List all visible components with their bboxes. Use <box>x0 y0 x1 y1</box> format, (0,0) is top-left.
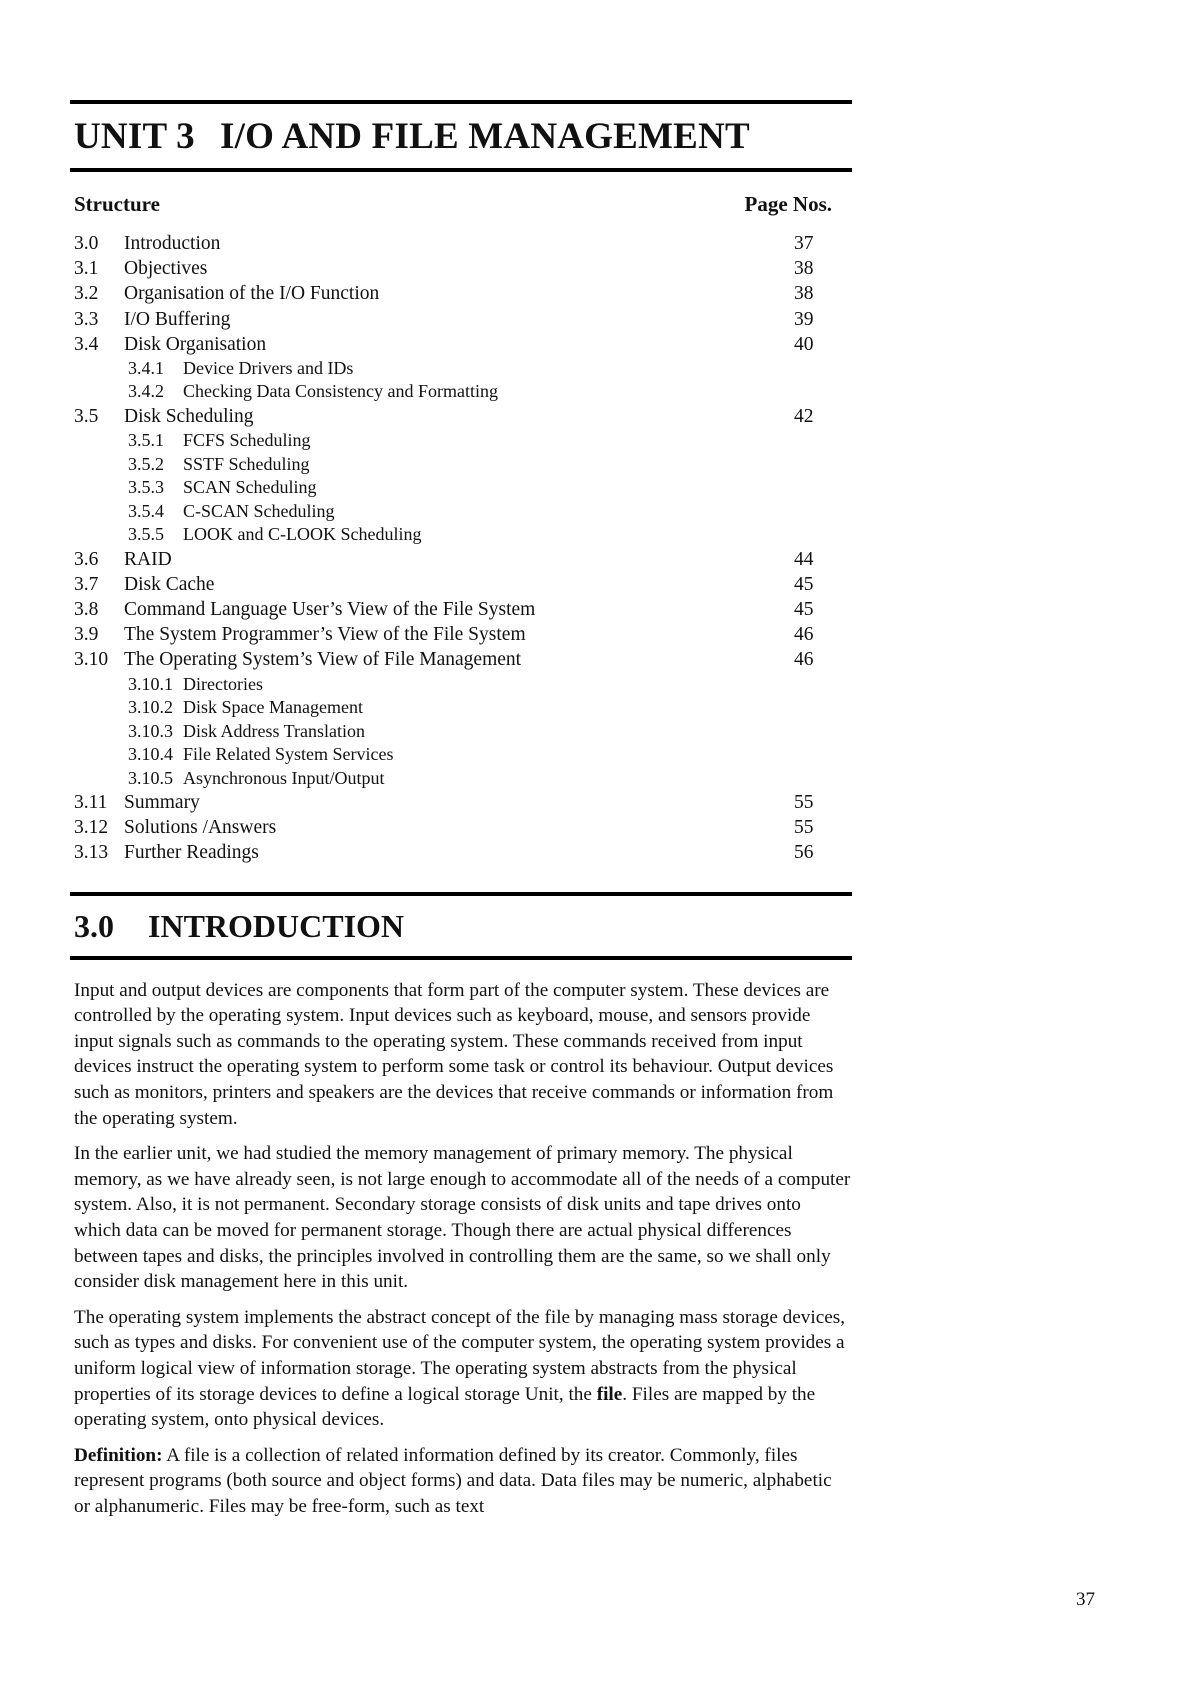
toc-entry-number: 3.5.2 <box>128 453 164 474</box>
toc-entry-title: Disk Organisation <box>124 333 267 355</box>
toc-subentry <box>74 767 852 791</box>
toc-entry-number: 3.11 <box>74 792 108 814</box>
toc-entry-title: The Operating System’s View of File Management <box>124 649 522 671</box>
toc-entry-number: 3.5.5 <box>128 524 164 545</box>
toc-entry-number: 3.4.1 <box>128 357 164 378</box>
toc-entry-number: 3.9 <box>74 624 99 646</box>
toc-entry-title: SSTF Scheduling <box>183 453 310 474</box>
toc-entry <box>74 231 852 256</box>
toc-subentry <box>74 743 852 767</box>
toc-entry-title: Solutions /Answers <box>124 817 277 839</box>
toc-subentry <box>74 673 852 697</box>
toc-entry-page: 38 <box>794 258 814 280</box>
toc-entry-number: 3.4.2 <box>128 381 164 402</box>
toc-entry-number: 3.5.4 <box>128 500 164 521</box>
toc-entry-title: Checking Data Consistency and Formatting <box>183 381 498 402</box>
section-top-rule <box>70 892 852 896</box>
toc-entry <box>74 622 852 647</box>
page-nos-heading: Page Nos. <box>744 192 832 216</box>
toc-subentry <box>74 429 852 453</box>
structure-header <box>74 192 832 217</box>
toc-entry <box>74 404 852 429</box>
top-rule <box>70 100 852 104</box>
toc-entry-page: 38 <box>794 283 814 305</box>
unit-name: I/O AND FILE MANAGEMENT <box>220 116 750 157</box>
toc-entry-page: 55 <box>794 792 814 814</box>
toc-entry-number: 3.5 <box>74 405 99 427</box>
toc-entry-title: Introduction <box>124 233 221 254</box>
toc-entry-number: 3.2 <box>74 283 99 305</box>
toc-entry-title: Disk Space Management <box>183 697 363 718</box>
toc-entry-page: 46 <box>794 649 814 671</box>
toc-entry-number: 3.5.3 <box>128 477 164 498</box>
toc-entry <box>74 597 852 622</box>
toc-entry-title: Disk Cache <box>124 573 215 595</box>
toc-entry-number: 3.10.3 <box>128 720 173 741</box>
toc-entry-title: SCAN Scheduling <box>183 477 317 498</box>
toc-entry-number: 3.12 <box>74 817 109 839</box>
toc-entry-number: 3.13 <box>74 842 109 864</box>
toc-entry-number: 3.7 <box>74 573 99 595</box>
toc-entry-number: 3.10.5 <box>128 767 173 788</box>
toc-entry-title: FCFS Scheduling <box>183 430 311 451</box>
toc-subentry <box>74 500 852 524</box>
toc-entry <box>74 815 852 840</box>
toc-entry-page: 46 <box>794 624 814 646</box>
paragraph-2: In the earlier unit, we had studied the memory management of primary memory. The physical memory, as we have already seen, is not large enough to accommodate all of the needs of a computer system. Also, it is not permanent. Secondary storage consists of disk units and tape drives onto which data can be moved for permanent storage. Though there are actual physical differences between tapes and disks, the principles involved in controlling them are the same, so we shall only consider disk management here in this unit. <box>74 1143 851 1293</box>
toc-entry-title: LOOK and C-LOOK Scheduling <box>183 524 422 545</box>
toc-entry-number: 3.8 <box>74 599 99 620</box>
toc-subentry <box>74 523 852 547</box>
toc-entry-page: 37 <box>794 233 814 254</box>
toc-entry-number: 3.10.1 <box>128 673 173 694</box>
toc-subentry <box>74 476 852 500</box>
toc-entry-page: 56 <box>794 842 814 864</box>
toc-entry <box>74 572 852 597</box>
toc-subentry <box>74 357 852 381</box>
unit-number: UNIT 3 <box>74 116 195 157</box>
toc-entry-number: 3.1 <box>74 258 99 280</box>
paragraph-definition <box>74 1443 852 1520</box>
toc-entry-page: 40 <box>794 333 814 355</box>
toc-entry-number: 3.0 <box>74 233 99 254</box>
toc-entry-title: Organisation of the I/O Function <box>124 283 380 305</box>
toc-entry-title: File Related System Services <box>183 744 394 765</box>
toc-entry-title: Disk Address Translation <box>183 720 366 741</box>
toc-entry-number: 3.5.1 <box>128 430 164 451</box>
toc-entry-title: Directories <box>183 673 263 694</box>
paragraph-3-text-b: . Files are mapped by the operating system, onto physical devices. <box>74 1383 816 1431</box>
paragraph-3 <box>74 1305 852 1433</box>
toc-subentry <box>74 453 852 477</box>
toc-entry-page: 55 <box>794 817 814 839</box>
toc-entry-page: 42 <box>794 405 814 427</box>
toc-entry <box>74 256 852 281</box>
paragraph-3-text-a: The operating system implements the abstract concept of the file by managing mass storage devices, such as types and disks. For convenient use of the computer system, the operating system provides a uniform logical view of information storage. The operating system abstracts from the physical properties of its storage devices to define a logical storage Unit, the <box>74 1306 845 1405</box>
toc-entry <box>74 790 852 815</box>
unit-title <box>74 116 852 158</box>
toc-entry-title: RAID <box>124 548 172 570</box>
paragraph-1: Input and output devices are components that form part of the computer system. These devices are controlled by the operating system. Input devices such as keyboard, mouse, and sensors provide input signals such as commands to the operating system. These commands received from input devices instruct the operating system to perform some task or control its behaviour. Output devices such as monitors, printers and speakers are the devices that receive commands or information from the operating system. <box>74 979 834 1129</box>
toc-subentry <box>74 380 852 404</box>
toc-entry-title: Further Readings <box>124 842 259 864</box>
toc-entry-number: 3.10 <box>74 649 109 671</box>
toc-entry-title: Summary <box>124 792 200 814</box>
toc-entry-number: 3.6 <box>74 548 99 570</box>
toc-entry-number: 3.10.2 <box>128 697 173 718</box>
toc-entry <box>74 547 852 572</box>
section-name: INTRODUCTION <box>148 907 405 944</box>
toc-subentry <box>74 696 852 720</box>
definition-label: Definition: <box>74 1444 163 1466</box>
toc-entry-title: Command Language User’s View of the File System <box>124 599 536 620</box>
table-of-contents <box>74 231 852 866</box>
toc-entry-title: The System Programmer’s View of the File System <box>124 624 526 646</box>
toc-entry <box>74 332 852 357</box>
definition-text: A file is a collection of related information defined by its creator. Commonly, files represent programs (both source and object forms) and data. Data files may be numeric, alphabetic or alphanumeric. Files may be free-form, such as text <box>74 1444 832 1517</box>
page-number: 37 <box>1076 1589 1095 1610</box>
section-title <box>74 906 852 946</box>
toc-entry-title: Disk Scheduling <box>124 405 254 427</box>
paragraph-3-bold-term: file <box>596 1383 623 1405</box>
section-bottom-rule <box>70 956 852 960</box>
toc-entry-number: 3.10.4 <box>128 744 173 765</box>
toc-entry <box>74 307 852 332</box>
toc-entry-page: 45 <box>794 573 814 595</box>
toc-entry-page: 44 <box>794 548 814 570</box>
toc-entry-number: 3.3 <box>74 308 99 330</box>
unit-title-rule <box>70 168 852 172</box>
toc-subentry <box>74 720 852 744</box>
toc-entry-page: 39 <box>794 308 814 330</box>
toc-entry-title: Asynchronous Input/Output <box>183 767 385 788</box>
section-number: 3.0 <box>74 907 114 944</box>
document-page <box>70 100 852 1520</box>
toc-entry <box>74 281 852 306</box>
toc-entry-title: Objectives <box>124 258 208 280</box>
toc-entry-number: 3.4 <box>74 333 99 355</box>
toc-entry-page: 45 <box>794 599 814 620</box>
structure-heading: Structure <box>74 192 160 216</box>
toc-entry-title: I/O Buffering <box>124 308 231 330</box>
toc-entry <box>74 647 852 672</box>
toc-entry-title: C-SCAN Scheduling <box>183 500 335 521</box>
toc-entry-title: Device Drivers and IDs <box>183 357 354 378</box>
toc-entry <box>74 840 852 865</box>
section-header <box>70 892 852 960</box>
